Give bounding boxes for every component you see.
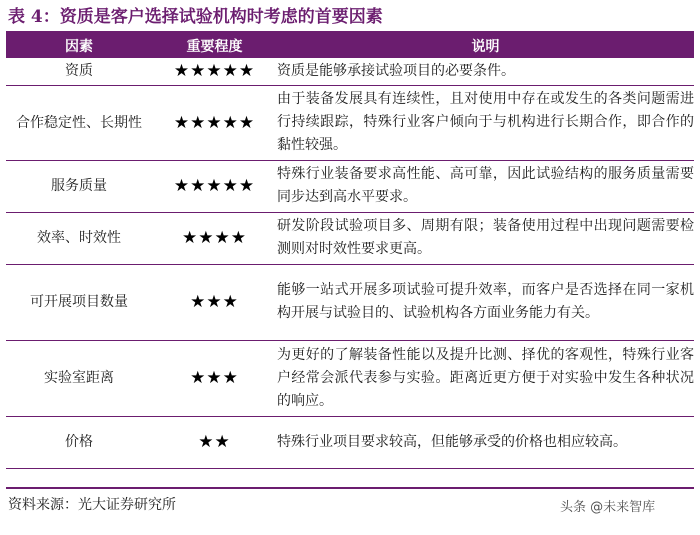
table-row [6, 264, 694, 340]
factor-cell: 效率、时效性 [6, 212, 152, 264]
factor-cell: 可开展项目数量 [6, 264, 152, 340]
factor-cell: 价格 [6, 416, 152, 468]
header-description: 说明 [277, 33, 694, 58]
description-cell: 能够一站式开展多项试验可提升效率，而客户是否选择在同一家机构开展与试验目的、试验机构各方面业务能力有关。 [277, 264, 694, 340]
factor-cell: 合作稳定性、长期性 [6, 85, 152, 160]
source-note: 资料来源：光大证券研究所 [8, 497, 176, 513]
factor-cell: 服务质量 [6, 160, 152, 212]
rating-stars: ★★★★★ [152, 58, 277, 85]
rating-stars: ★★★ [152, 264, 277, 340]
header-factor: 因素 [6, 33, 152, 58]
table-row [6, 85, 694, 160]
rating-stars: ★★ [152, 416, 277, 468]
table-row [6, 212, 694, 264]
factors-table [6, 33, 694, 469]
table-row [6, 58, 694, 85]
header-row [6, 33, 694, 58]
description-cell: 特殊行业项目要求较高，但能够承受的价格也相应较高。 [277, 416, 694, 468]
factor-cell: 资质 [6, 58, 152, 85]
description-cell: 研发阶段试验项目多、周期有限；装备使用过程中出现问题需要检测则对时效性要求更高。 [277, 212, 694, 264]
description-cell: 特殊行业装备要求高性能、高可靠，因此试验结构的服务质量需要同步达到高水平要求。 [277, 160, 694, 212]
header-importance: 重要程度 [152, 33, 277, 58]
rating-stars: ★★★ [152, 340, 277, 416]
table-row [6, 160, 694, 212]
watermark-text: 头条 @未来智库 [560, 500, 656, 515]
rating-stars: ★★★★★ [152, 85, 277, 160]
description-cell: 资质是能够承接试验项目的必要条件。 [277, 58, 694, 85]
rating-stars: ★★★★★ [152, 160, 277, 212]
table-row [6, 416, 694, 468]
table-title: 表 4：资质是客户选择试验机构时考虑的首要因素 [8, 7, 383, 27]
table-row [6, 340, 694, 416]
bottom-rule [6, 487, 694, 489]
description-cell: 由于装备发展具有连续性，且对使用中存在或发生的各类问题需进行持续跟踪，特殊行业客户倾向于与机构进行长期合作，即合作的黏性较强。 [277, 85, 694, 160]
watermark [560, 496, 655, 515]
rating-stars: ★★★★ [152, 212, 277, 264]
factor-cell: 实验室距离 [6, 340, 152, 416]
description-cell: 为更好的了解装备性能以及提升比测、择优的客观性，特殊行业客户经常会派代表参与实验。距离近更方便于对实验中发生各种状况的响应。 [277, 340, 694, 416]
